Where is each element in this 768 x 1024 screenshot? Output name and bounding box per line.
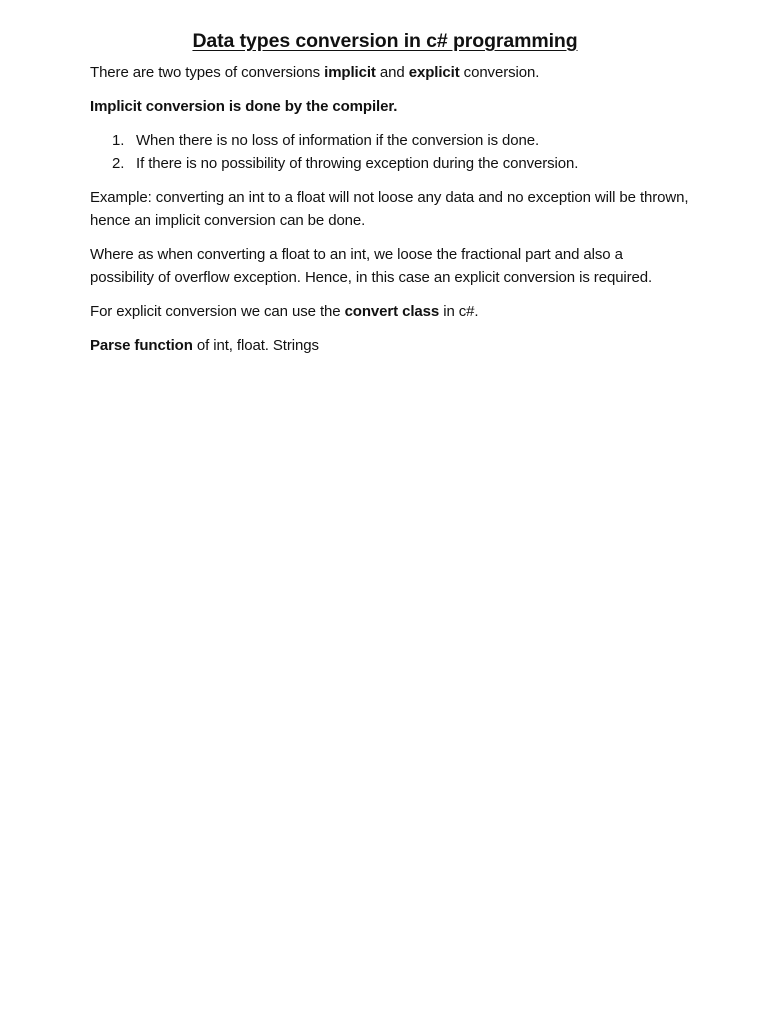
- intro-bold-explicit: explicit: [408, 64, 460, 81]
- list-item-text: When there is no loss of information if the conversion is done.: [136, 132, 540, 149]
- document-page: [90, 30, 690, 368]
- conditions-list: [90, 129, 690, 175]
- explicit-note-paragraph: Where as when converting a float to an int, we loose the fractional part and also a possibility of overflow exception. Hence, in this case an explicit conversion is required.: [90, 246, 653, 286]
- list-item: [90, 129, 690, 152]
- list-item-text: If there is no possibility of throwing exception during the conversion.: [136, 155, 579, 172]
- document-title: Data types conversion in c# programming: [192, 30, 578, 52]
- example-paragraph: Example: converting an int to a float will not loose any data and no exception will be thrown, hence an implicit conversion can be done.: [90, 189, 689, 229]
- parse-function-paragraph: [90, 334, 690, 357]
- implicit-heading-text: Implicit conversion is done by the compiler.: [90, 98, 398, 115]
- intro-text-before: There are two types of conversions: [90, 64, 325, 81]
- list-item-number: 1.: [112, 132, 125, 149]
- parse-bold: Parse function: [90, 337, 193, 354]
- convert-class-paragraph: [90, 300, 690, 323]
- intro-paragraph: [90, 61, 690, 84]
- convert-text-after: in c#.: [439, 303, 479, 320]
- list-item: [90, 152, 690, 175]
- convert-bold: convert class: [344, 303, 440, 320]
- parse-text-after: of int, float. Strings: [192, 337, 319, 354]
- intro-bold-implicit: implicit: [324, 64, 376, 81]
- convert-text-before: For explicit conversion we can use the: [90, 303, 345, 320]
- intro-text-middle: and: [375, 64, 409, 81]
- implicit-heading: [90, 95, 690, 118]
- intro-text-after: conversion.: [459, 64, 540, 81]
- list-item-number: 2.: [112, 155, 125, 172]
